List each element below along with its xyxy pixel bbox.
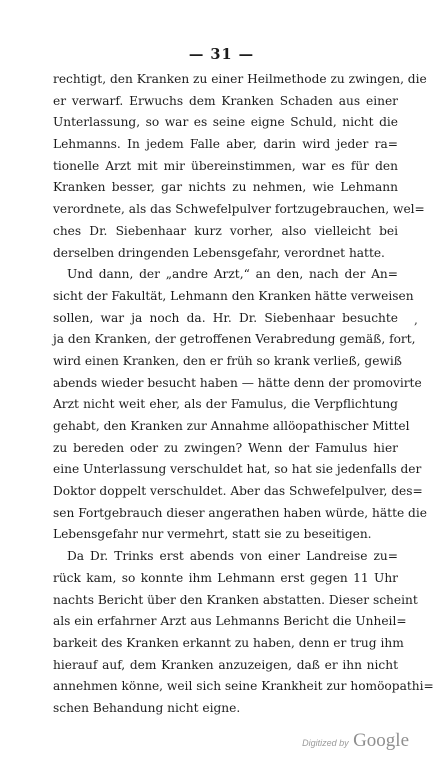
digitized-watermark bbox=[302, 730, 409, 752]
text-line: schen Behandung nicht eigne. bbox=[53, 700, 241, 715]
text-line: hierauf auf, dem Kranken anzuzeigen, daß er ihn nicht bbox=[53, 657, 398, 672]
text-line: abends wieder besucht haben — hätte denn der promovirte bbox=[53, 375, 422, 390]
page-number: — 31 — bbox=[188, 46, 255, 63]
text-line: Arzt nicht weit eher, als der Famulus, die Verpflichtung bbox=[53, 397, 398, 412]
text-line: zu bereden oder zu zwingen? Wenn der Famulus hier bbox=[53, 440, 398, 455]
text-line: Da Dr. Trinks erst abends von einer Landreise zu= bbox=[67, 549, 398, 564]
text-line: Lebensgefahr nur vermehrt, statt sie zu beseitigen. bbox=[53, 527, 372, 542]
text-line: Unterlassung, so war es seine eigne Schuld, nicht die bbox=[53, 115, 398, 130]
text-line: ches Dr. Siebenhaar kurz vorher, also vielleicht bei bbox=[53, 223, 398, 238]
text-line: rück kam, so konnte ihm Lehmann erst gegen 11 Uhr bbox=[53, 570, 398, 585]
text-line: annehmen könne, weil sich seine Krankheit zur homöopathi= bbox=[53, 679, 434, 694]
text-line: rechtigt, den Kranken zu einer Heilmethode zu zwingen, die bbox=[53, 72, 427, 86]
text-line: Kranken besser, gar nichts zu nehmen, wie Lehmann bbox=[53, 180, 398, 195]
text-line: gehabt, den Kranken zur Annahme allöopathischer Mittel bbox=[53, 419, 410, 433]
text-line: Und dann, der „andre Arzt,“ an den, nach der An= bbox=[67, 267, 398, 282]
text-line: sicht der Fakultät, Lehmann den Kranken hätte verweisen bbox=[53, 288, 414, 303]
text-line: ja den Kranken, der getroffenen Verabredung gemäß, fort, bbox=[53, 332, 416, 347]
text-line: wird einen Kranken, den er früh so krank verließ, gewiß bbox=[53, 353, 402, 368]
text-line: als ein erfahrner Arzt aus Lehmanns Bericht die Unheil= bbox=[53, 614, 407, 629]
text-line: nachts Bericht über den Kranken abstatten. Dieser scheint bbox=[53, 592, 418, 607]
text-line: eine Unterlassung verschuldet hat, so hat sie jedenfalls der bbox=[53, 462, 422, 477]
text-line: Lehmanns. In jedem Falle aber, darin wird jeder ra= bbox=[53, 137, 398, 152]
watermark-prefix: Digitized by bbox=[302, 738, 349, 748]
text-line: sollen, war ja noch da. Hr. Dr. Siebenhaar besuchte bbox=[53, 310, 398, 325]
text-line: barkeit des Kranken erkannt zu haben, denn er trug ihm bbox=[53, 635, 404, 650]
text-line: sen Fortgebrauch dieser angerathen haben würde, hätte die bbox=[53, 505, 427, 520]
text-line: derselben dringenden Lebensgefahr, verordnet hatte. bbox=[53, 245, 385, 260]
margin-mark: , bbox=[414, 313, 418, 327]
text-line: verordnete, als das Schwefelpulver fortzugebrauchen, wel= bbox=[53, 202, 425, 217]
text-line: tionelle Arzt mit mir übereinstimmen, war es für den bbox=[53, 158, 398, 173]
google-logo: Google bbox=[353, 730, 409, 751]
text-line: er verwarf. Erwuchs dem Kranken Schaden aus einer bbox=[53, 93, 398, 108]
text-line: Doktor doppelt verschuldet. Aber das Schwefelpulver, des= bbox=[53, 484, 423, 499]
body-text bbox=[53, 69, 434, 720]
